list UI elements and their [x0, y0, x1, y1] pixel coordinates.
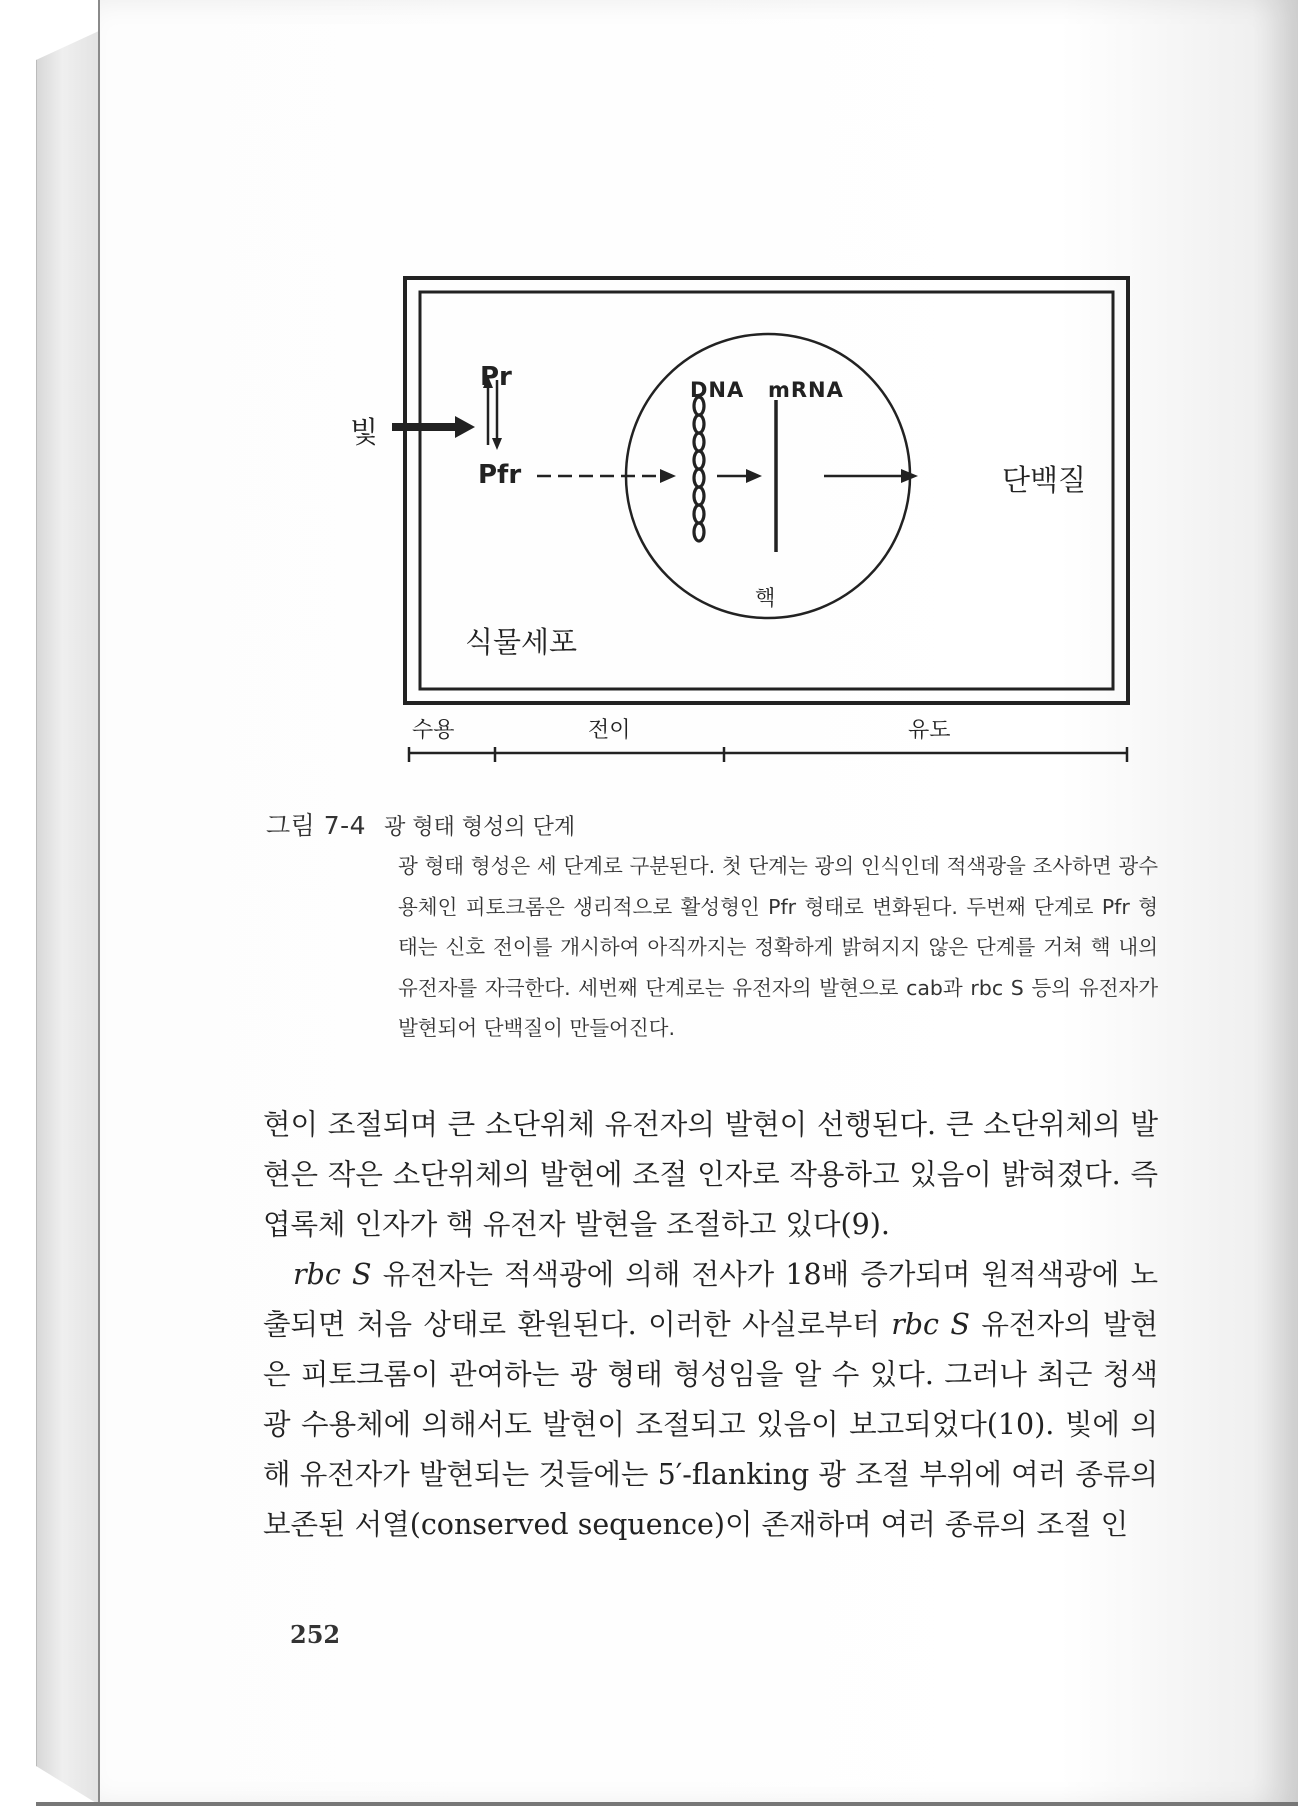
pr-to-pfr-arrow-head	[492, 438, 502, 450]
light-arrow-head	[455, 416, 475, 438]
gene-name: rbc S	[293, 1258, 372, 1291]
pfr-label: Pfr	[478, 460, 522, 490]
body-paragraph-2: rbc S 유전자는 적색광에 의해 전사가 18배 증가되며 원적색광에 노출되면 처음 상태로 환원된다. 이러한 사실로부터 rbc S 유전자의 발현은 피토크롬이 관여하는 광 형태 형성임을 알 수 있다. 그러나 최근 청색광 수용체에 의해서도 발현이 조절되고 있음이 보고되었다(10). 빛에 의해 유전자가 발현되는 것들에는 5′-flanking 광 조절 부위에 여러 종류의 보존된 서열(conserved sequence)이 존재하며 여러 종류의 조절 인	[263, 1258, 1158, 1541]
stage-reception-label: 수용	[412, 718, 455, 743]
pr-label: Pr	[480, 362, 512, 392]
figure-diagram	[340, 270, 1180, 770]
nucleus-label: 핵	[755, 586, 776, 610]
protein-label: 단백질	[1002, 463, 1087, 497]
caption-title: 광 형태 형성의 단계	[384, 815, 576, 840]
page-edge	[36, 1802, 1298, 1806]
signal-arrow-head	[660, 469, 676, 483]
caption-body: 광 형태 형성은 세 단계로 구분된다. 첫 단계는 광의 인식인데 적색광을 조사하면 광수용체인 피토크롬은 생리적으로 활성형인 Pfr 형태로 변화된다. 두번째 단계로 Pfr 형태는 신호 전이를 개시하여 아직까지는 정확하게 밝혀지지 않은 단계를 거쳐 핵 내의 유전자를 자극한다. 세번째 단계로는 유전자의 발현으로 cab과 rbc S 등의 유전자가 발현되어 단백질이 만들어진다.	[398, 854, 1158, 1040]
stage-induction-label: 유도	[908, 718, 951, 743]
caption-number: 그림 7-4	[266, 811, 367, 840]
cell-label: 식물세포	[465, 625, 578, 659]
light-label: 빛	[350, 415, 379, 449]
figure-7-4	[340, 270, 1180, 770]
page-number: 252	[290, 1620, 341, 1649]
transcription-arrow-head	[746, 469, 762, 483]
dna-chain-icon	[694, 397, 704, 541]
figure-caption	[266, 806, 1166, 1049]
gene-name: rbc S	[891, 1308, 970, 1341]
body-paragraph-1: 현이 조절되며 큰 소단위체 유전자의 발현이 선행된다. 큰 소단위체의 발현은 작은 소단위체의 발현에 조절 인자로 작용하고 있음이 밝혀졌다. 즉 엽록체 인자가 핵 유전자 발현을 조절하고 있다(9).	[263, 1108, 1158, 1241]
caption-heading	[266, 806, 1166, 842]
body-text	[263, 1100, 1158, 1550]
mrna-label: mRNA	[768, 378, 844, 402]
book-spine	[36, 30, 101, 1806]
dna-label: DNA	[690, 378, 745, 402]
stage-transduction-label: 전이	[588, 718, 631, 743]
